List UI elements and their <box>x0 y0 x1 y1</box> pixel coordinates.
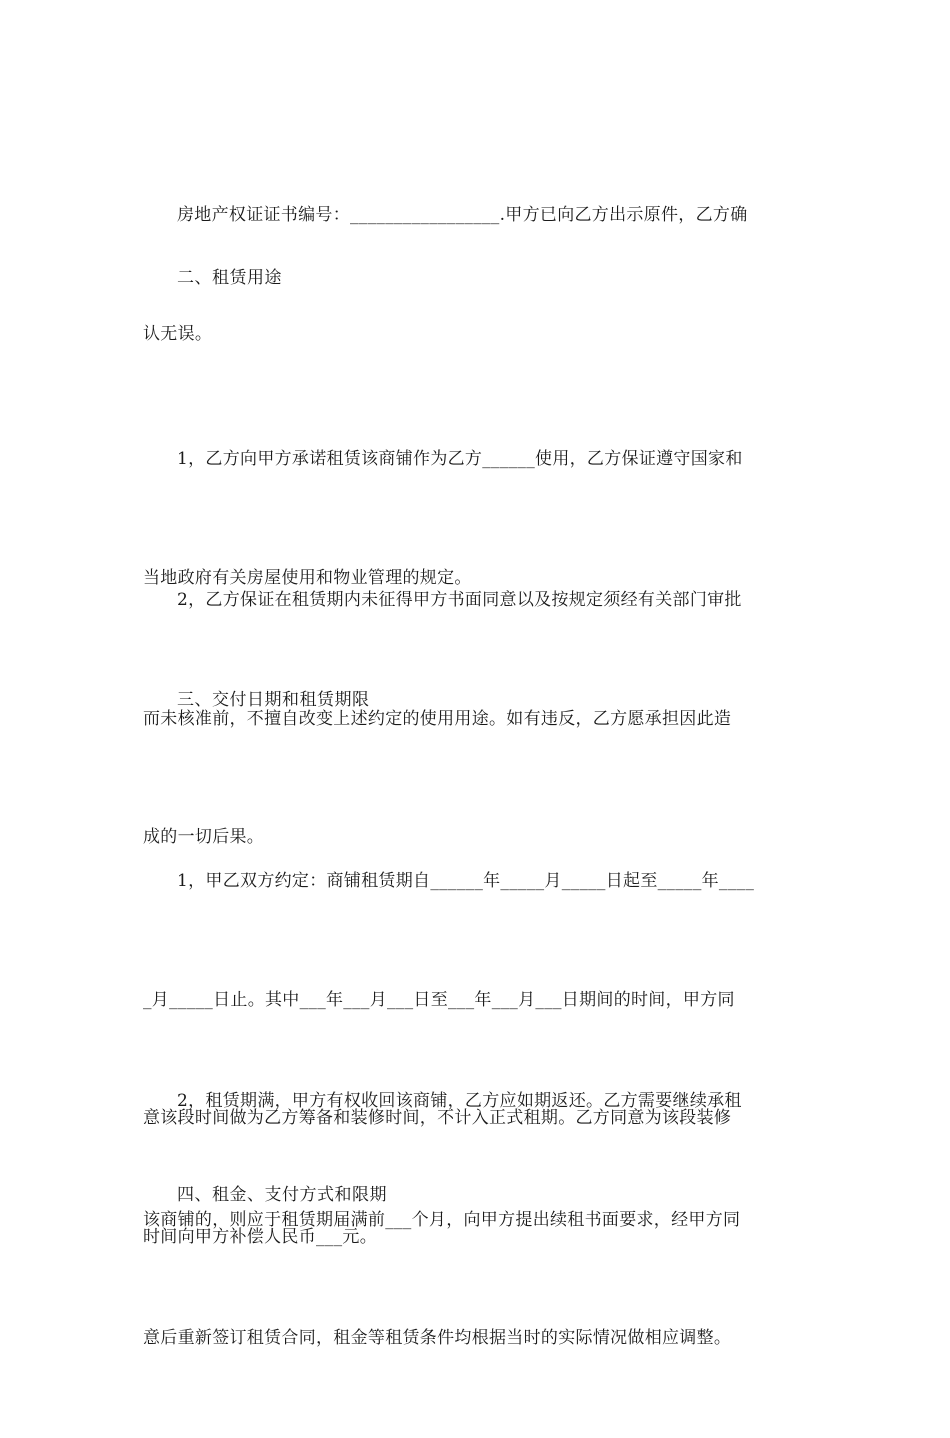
text-line: 时间向甲方补偿人民币___元。 <box>143 1226 377 1247</box>
text-line: _月_____日止。其中___年___月___日至___年___月___日期间的时间，甲方同 <box>143 989 735 1010</box>
section-heading-4: 四、租金、支付方式和限期 <box>177 1185 387 1205</box>
text-line: 该商铺的，则应于租赁期届满前___个月，向甲方提出续租书面要求，经甲方同 <box>143 1209 741 1230</box>
text-line: 1，甲乙双方约定：商铺租赁期自______年_____月_____日起至_____年____ <box>177 871 755 891</box>
text-line: 2，租赁期满，甲方有权收回该商铺，乙方应如期返还。乙方需要继续承租 <box>177 1091 742 1111</box>
text-line: 当地政府有关房屋使用和物业管理的规定。 <box>143 567 472 588</box>
text-line: 成的一切后果。 <box>143 827 265 847</box>
text-line: 2，乙方保证在租赁期内未征得甲方书面同意以及按规定须经有关部门审批 <box>177 590 742 610</box>
paragraph-term-2 <box>143 1003 803 1438</box>
text-line: 1，乙方向甲方承诺租赁该商铺作为乙方______使用，乙方保证遵守国家和 <box>177 449 743 469</box>
section-heading-2: 二、租赁用途 <box>177 268 282 288</box>
text-line: 意后重新签订租赁合同，租金等租赁条件均根据当时的实际情况做相应调整。 <box>143 1328 732 1348</box>
text-line: 而未核准前，不擅自改变上述约定的使用用途。如有违反，乙方愿承担因此造 <box>143 708 732 729</box>
text-line: 认无误。 <box>143 323 213 344</box>
text-line: 意该段时间做为乙方筹备和装修时间，不计入正式租期。乙方同意为该段装修 <box>143 1108 732 1128</box>
text-line: 房地产权证证书编号：_________________.甲方已向乙方出示原件，乙方确 <box>177 205 748 225</box>
section-heading-3: 三、交付日期和租赁期限 <box>177 690 370 710</box>
